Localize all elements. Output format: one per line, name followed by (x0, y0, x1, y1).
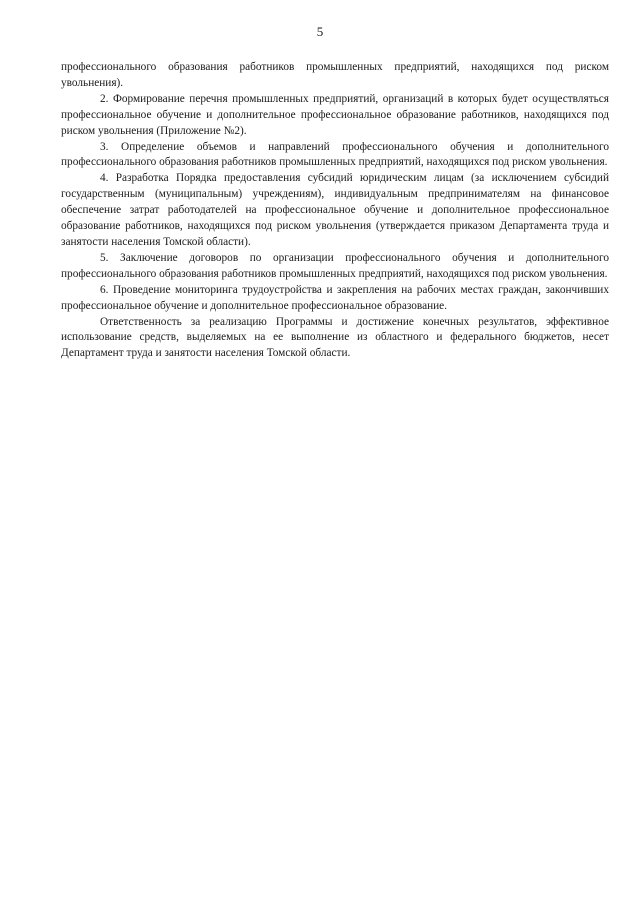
paragraph-continuation: профессионального образования работников промышленных предприятий, находящихся под риском увольнения). (61, 61, 609, 89)
paragraph-item-5: 5. Заключение договоров по организации профессионального обучения и дополнительного профессионального образования работников промышленных предприятий, находящихся под риском увольнения. (61, 251, 609, 280)
paragraph-item-4: 4. Разработка Порядка предоставления субсидий юридическим лицам (за исключением субсидий государственным (муниципальным) учреждениям), индивидуальным предпринимателям на финансовое обеспечение затрат работодателей на профессиональное обучение и дополнительное профессиональное образование работников, находящихся под риском увольнения (утверждается приказом Департамента труда и занятости населения Томской области). (61, 172, 609, 248)
paragraph-item-2: 2. Формирование перечня промышленных предприятий, организаций в которых будет осуществляться профессиональное обучение и дополнительное профессиональное образование работников, находящихся под риском увольнения (Приложение №2). (61, 92, 609, 137)
paragraph-item-6: 6. Проведение мониторинга трудоустройства и закрепления на рабочих местах граждан, закончивших профессиональное обучение и дополнительное профессиональное образование. (61, 283, 609, 312)
document-body (61, 60, 609, 362)
paragraph-item-3: 3. Определение объемов и направлений профессионального обучения и дополнительного профессионального образования работников промышленных предприятий, находящихся под риском увольнения. (61, 140, 609, 169)
paragraph-responsibility: Ответственность за реализацию Программы и достижение конечных результатов, эффективное использование средств, выделяемых на ее выполнение из областного и федерального бюджетов, несет Департамент труда и занятости населения Томской области. (61, 315, 609, 360)
page-number: 5 (316, 24, 324, 39)
